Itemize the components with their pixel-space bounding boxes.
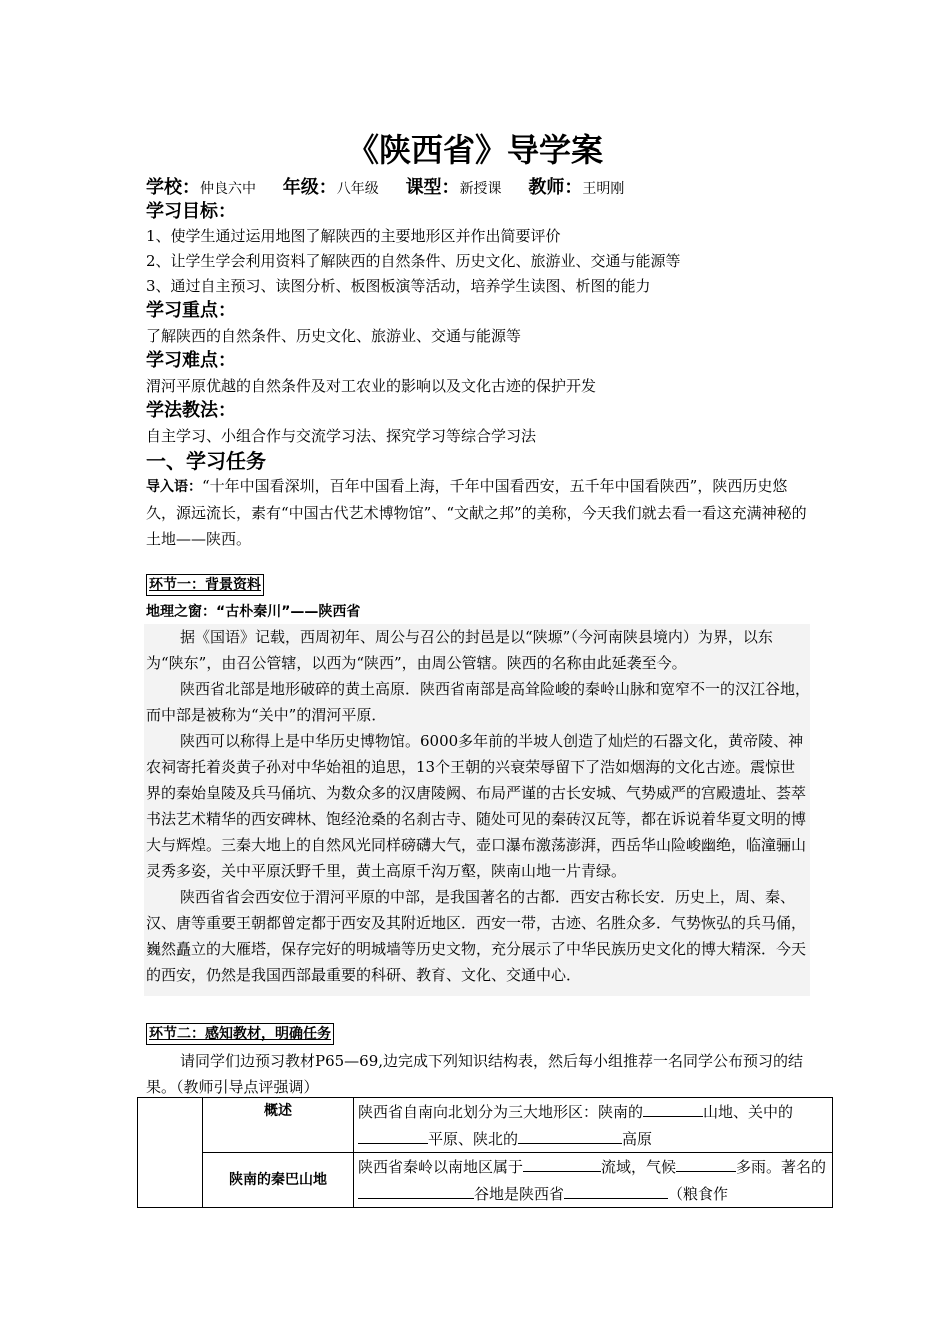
difficulty-heading: 学习难点： [146, 350, 236, 371]
grade-value: 八年级 [336, 181, 379, 197]
focus-heading: 学习重点： [146, 300, 236, 321]
section1-label: 环节一：背景资料 [146, 574, 264, 596]
type-label: 课型： [405, 177, 460, 198]
intro-paragraph [146, 473, 810, 552]
reading-paragraph: 陕西省省会西安位于渭河平原的中部，是我国著名的古都．西安古称长安．历史上，周、秦、汉、唐等重要王朝都曾定都于西安及其附近地区．西安一带，古迹、名胜众多．气势恢弘的兵马俑，巍然矗立的大雁塔，保存完好的明城墙等历史文物，充分展示了中华民族历史文化的博大精深．今天的西安，仍然是我国西部最重要的科研、教育、文化、交通中心． [146, 888, 807, 984]
difficulty-text: 渭河平原优越的自然条件及对工农业的影响以及文化古迹的保护开发 [146, 377, 597, 395]
method-heading: 学法教法： [146, 400, 236, 421]
goal-item-3: 3、通过自主预习、读图分析、板图板演等活动，培养学生读图、析图的能力 [146, 277, 651, 295]
blank-field[interactable] [643, 1098, 703, 1117]
reading-paragraph: 陕西可以称得上是中华历史博物馆。6000多年前的半坡人创造了灿烂的石器文化，黄帝陵、神农祠寄托着炎黄子孙对中华始祖的追思，13个王朝的兴衰荣辱留下了浩如烟海的文化古迹。震惊世界的秦始皇陵及兵马俑坑、为数众多的汉唐陵阙、布局严谨的古长安城、气势威严的宫殿遗址、荟萃书法艺术精华的西安碑林、饱经沧桑的名刹古寺、随处可见的秦砖汉瓦等，都在诉说着华夏文明的博大与辉煌。三秦大地上的自然风光同样磅礴大气，壶口瀑布激荡澎湃，西岳华山险峻幽绝，临潼骊山灵秀多姿，关中平原沃野千里，黄土高原千沟万壑，陕南山地一片青绿。 [146, 732, 807, 880]
teacher-label: 教师： [528, 177, 583, 198]
table-cell-empty [138, 1098, 203, 1208]
blank-field[interactable] [358, 1180, 474, 1199]
school-label: 学校： [146, 177, 200, 198]
table-row [138, 1153, 833, 1208]
row-label-overview: 概述 [203, 1098, 354, 1153]
method-text: 自主学习、小组合作与交流学习法、探究学习等综合学习法 [146, 427, 537, 445]
reading-paragraph: 据《国语》记载，西周初年、周公与召公的封邑是以“陕塬”（今河南陕县境内）为界，以东为“陕东”，由召公管辖，以西为“陕西”，由周公管辖。陕西的名称由此延袭至今。 [146, 628, 773, 672]
document-title: 《陕西省》导学案 [346, 131, 603, 169]
grade-label: 年级： [282, 177, 337, 198]
goals-heading: 学习目标： [146, 201, 236, 222]
row-content-overview: 陕西省自南向北划分为三大地形区：陕南的 山地、关中的平原、陕北的 高原 [354, 1098, 833, 1153]
section1-subtitle: 地理之窗：“古朴秦川”——陕西省 [146, 604, 361, 620]
section2-text: 请同学们边预习教材P65—69,边完成下列知识结构表，然后每小组推荐一名同学公布预习的结果。（教师引导点评强调） [146, 1052, 804, 1096]
knowledge-table [137, 1097, 833, 1208]
intro-label: 导入语： [146, 479, 202, 495]
blank-field[interactable] [676, 1153, 736, 1172]
row-label-qinba: 陕南的秦巴山地 [203, 1153, 354, 1208]
blank-field[interactable] [564, 1180, 668, 1199]
intro-text: “十年中国看深圳，百年中国看上海，千年中国看西安，五千年中国看陕西”，陕西历史悠久，源远流长，素有“中国古代艺术博物馆”、“文献之邦”的美称，今天我们就去看一看这充满神秘的土地——陕西。 [146, 477, 807, 548]
goal-item-2: 2、让学生学会利用资料了解陕西的自然条件、历史文化、旅游业、交通与能源等 [146, 252, 681, 270]
goal-item-1: 1、使学生通过运用地图了解陕西的主要地形区并作出简要评价 [146, 227, 561, 245]
reading-paragraph: 陕西省北部是地形破碎的黄土高原．陕西省南部是高耸险峻的秦岭山脉和宽窄不一的汉江谷地，而中部是被称为“关中”的渭河平原． [146, 680, 811, 724]
school-value: 仲良六中 [200, 181, 256, 197]
teacher-value: 王明刚 [582, 181, 625, 197]
meta-line [146, 176, 646, 201]
reading-box [144, 624, 810, 996]
focus-text: 了解陕西的自然条件、历史文化、旅游业、交通与能源等 [146, 327, 522, 345]
blank-field[interactable] [523, 1153, 601, 1172]
row-content-qinba: 陕西省秦岭以南地区属于 流域，气候 多雨。著名的谷地是陕西省 （粮食作 [354, 1153, 833, 1208]
type-value: 新授课 [459, 181, 502, 197]
table-row [138, 1098, 833, 1153]
blank-field[interactable] [518, 1125, 622, 1144]
blank-field[interactable] [358, 1125, 428, 1144]
task-heading: 一、学习任务 [146, 449, 266, 473]
section2-label: 环节二：感知教材，明确任务 [146, 1023, 334, 1045]
